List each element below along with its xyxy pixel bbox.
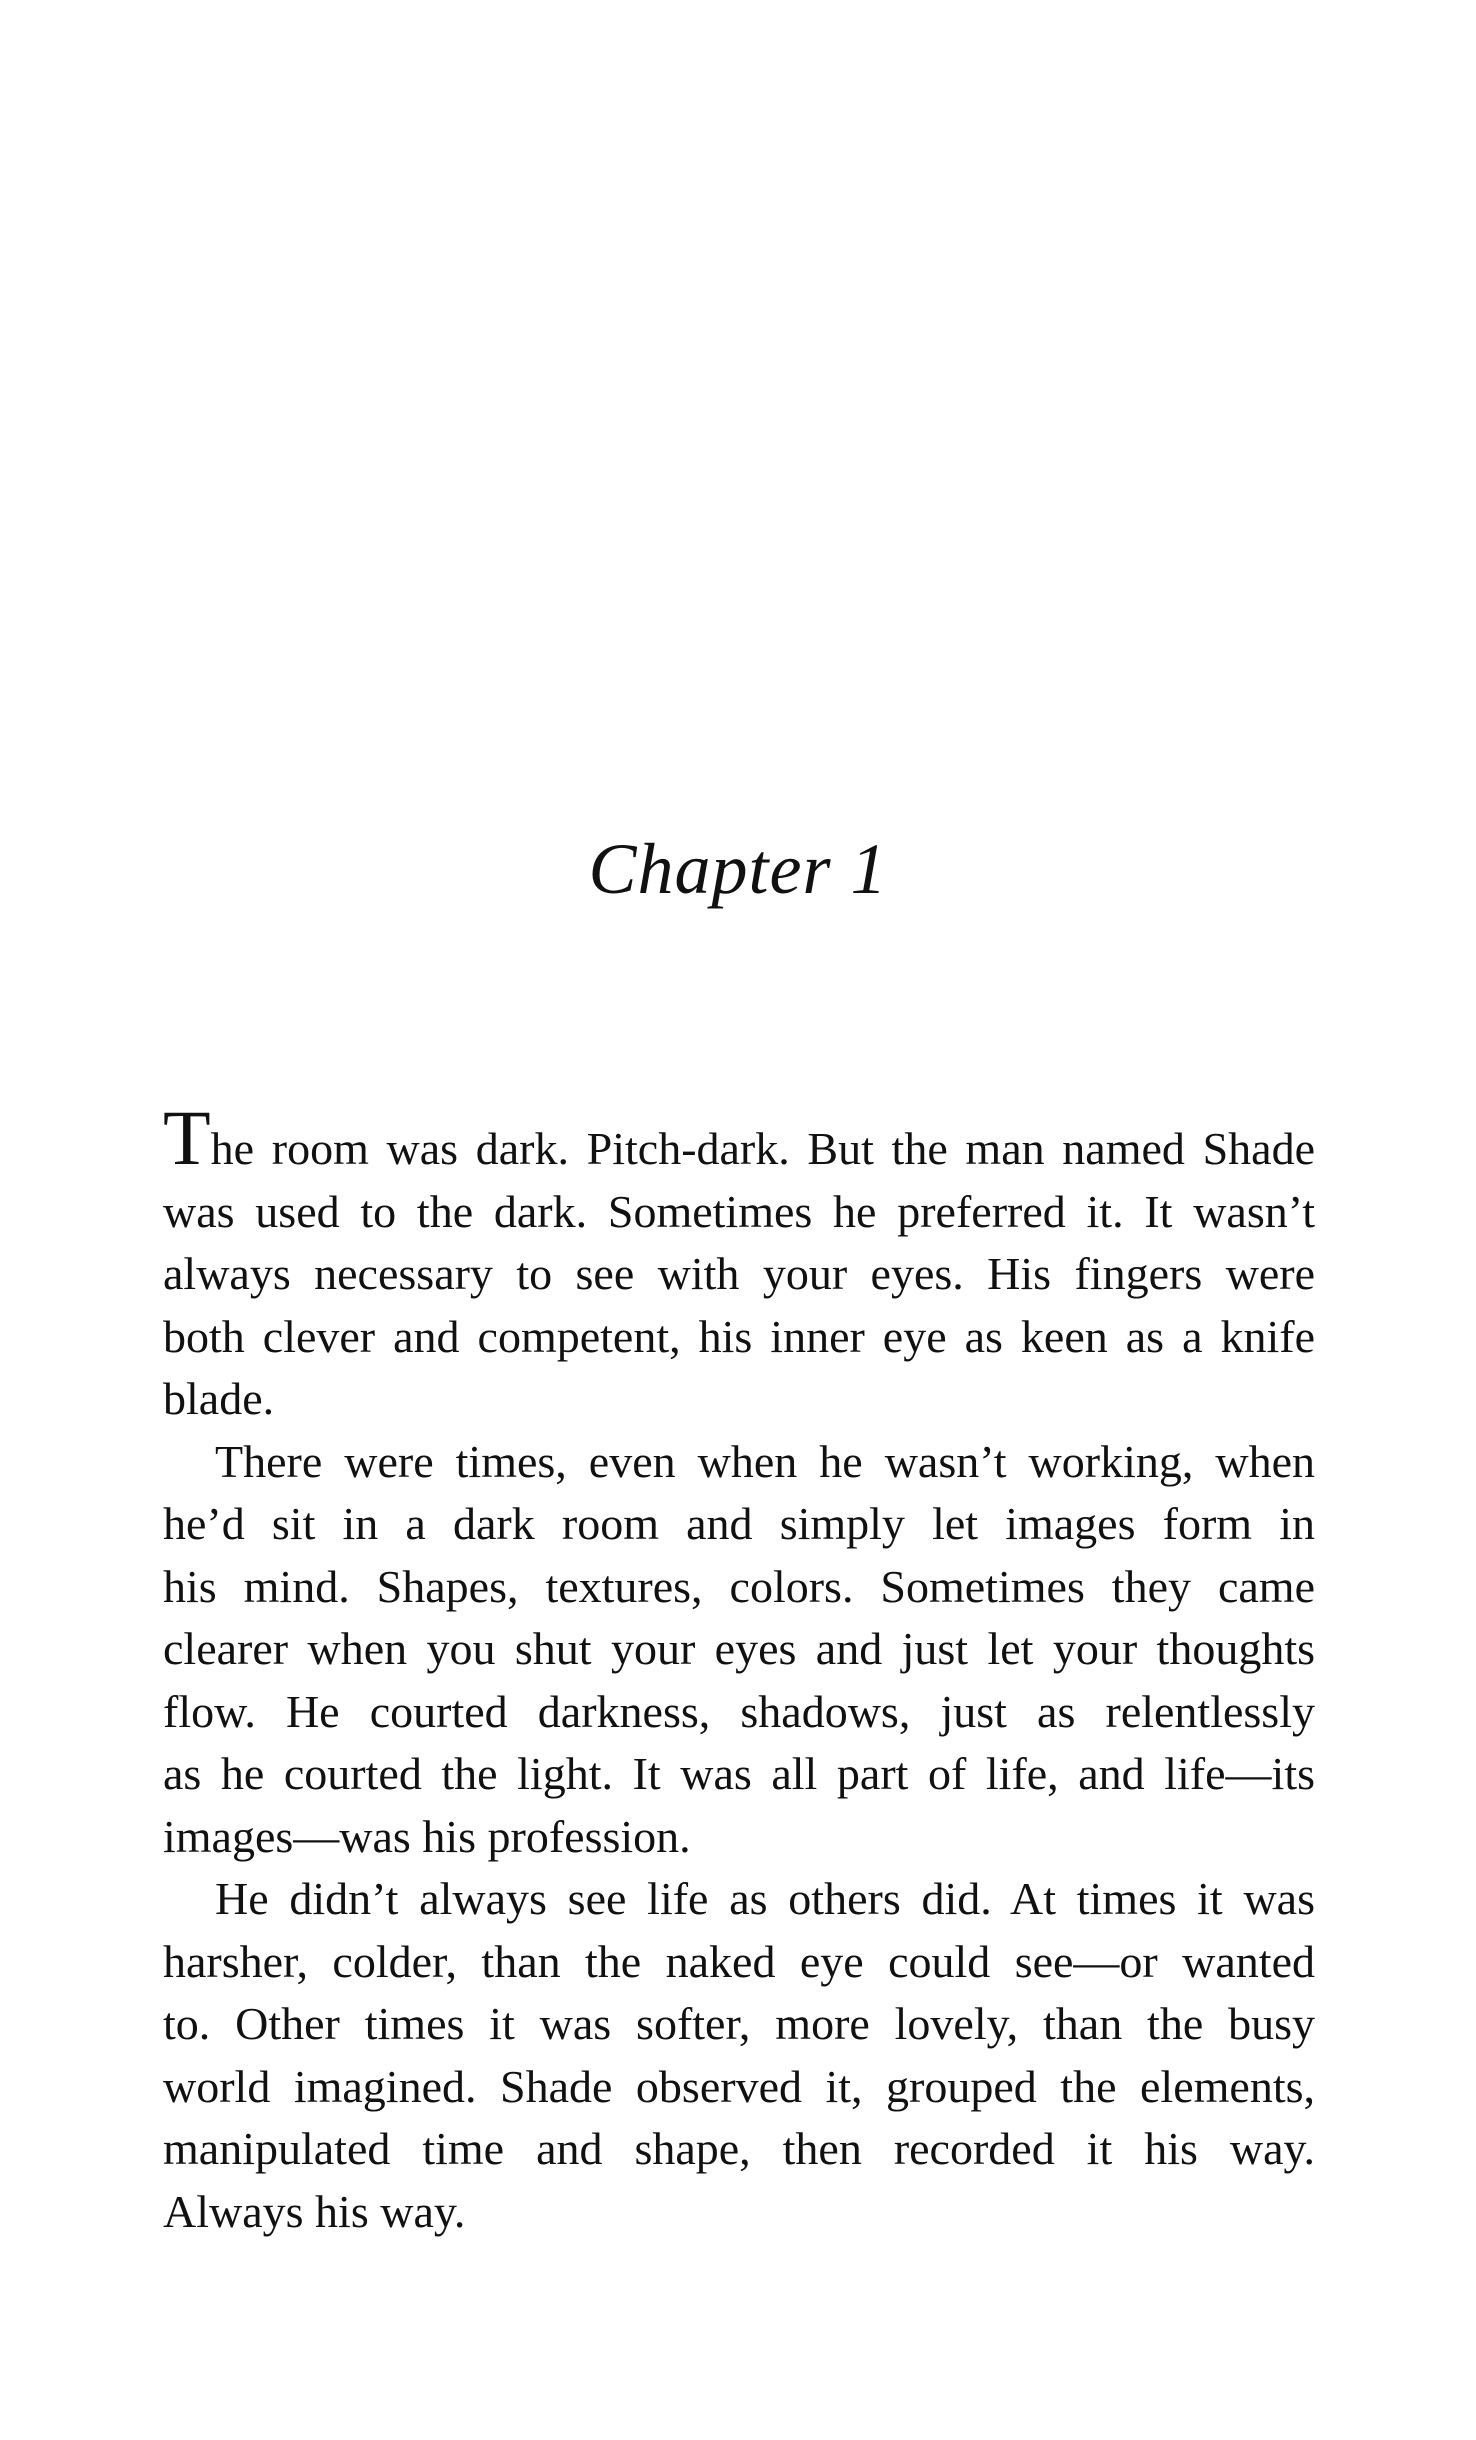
text-line: to. Other times it was softer, more lovely, than the busy — [163, 1998, 1315, 2049]
text-line: he’d sit in a dark room and simply let images form in — [163, 1498, 1315, 1549]
text-line: images—was his profession. — [163, 1810, 691, 1862]
text-line: blade. — [163, 1373, 275, 1424]
text-line: He didn’t always see life as others did. At times it was — [215, 1873, 1315, 1924]
text-line: clearer when you shut your eyes and just let your thoughts — [163, 1623, 1315, 1674]
text-line: harsher, colder, than the naked eye could see—or wanted — [163, 1935, 1315, 1987]
text-line: manipulated time and shape, then recorded it his way. — [163, 2123, 1315, 2174]
text-line: flow. He courted darkness, shadows, just as relentlessly — [163, 1685, 1315, 1737]
chapter-body — [163, 1094, 1315, 2243]
paragraph-3 — [163, 1868, 1315, 2243]
chapter-title: Chapter 1 — [588, 829, 888, 909]
paragraph-2 — [163, 1431, 1315, 1869]
text-line: as he courted the light. It was all part of life, and life—its — [163, 1748, 1315, 1799]
text-line: always necessary to see with your eyes. His fingers were — [163, 1248, 1315, 1299]
text-line: world imagined. Shade observed it, grouped the elements, — [163, 2060, 1315, 2112]
text-line — [163, 1094, 1315, 1181]
text-line: both clever and competent, his inner eye as keen as a knife — [163, 1310, 1315, 1362]
text-line: was used to the dark. Sometimes he preferred it. It wasn’t — [163, 1185, 1315, 1237]
paragraph-1 — [163, 1094, 1315, 1431]
line-text: he room was dark. Pitch-dark. But the man named Shade — [210, 1123, 1315, 1174]
text-line: Always his way. — [163, 2185, 466, 2237]
drop-cap: T — [163, 1094, 211, 1181]
text-line: his mind. Shapes, textures, colors. Sometimes they came — [163, 1560, 1315, 1612]
text-line: There were times, even when he wasn’t working, when — [215, 1435, 1315, 1487]
